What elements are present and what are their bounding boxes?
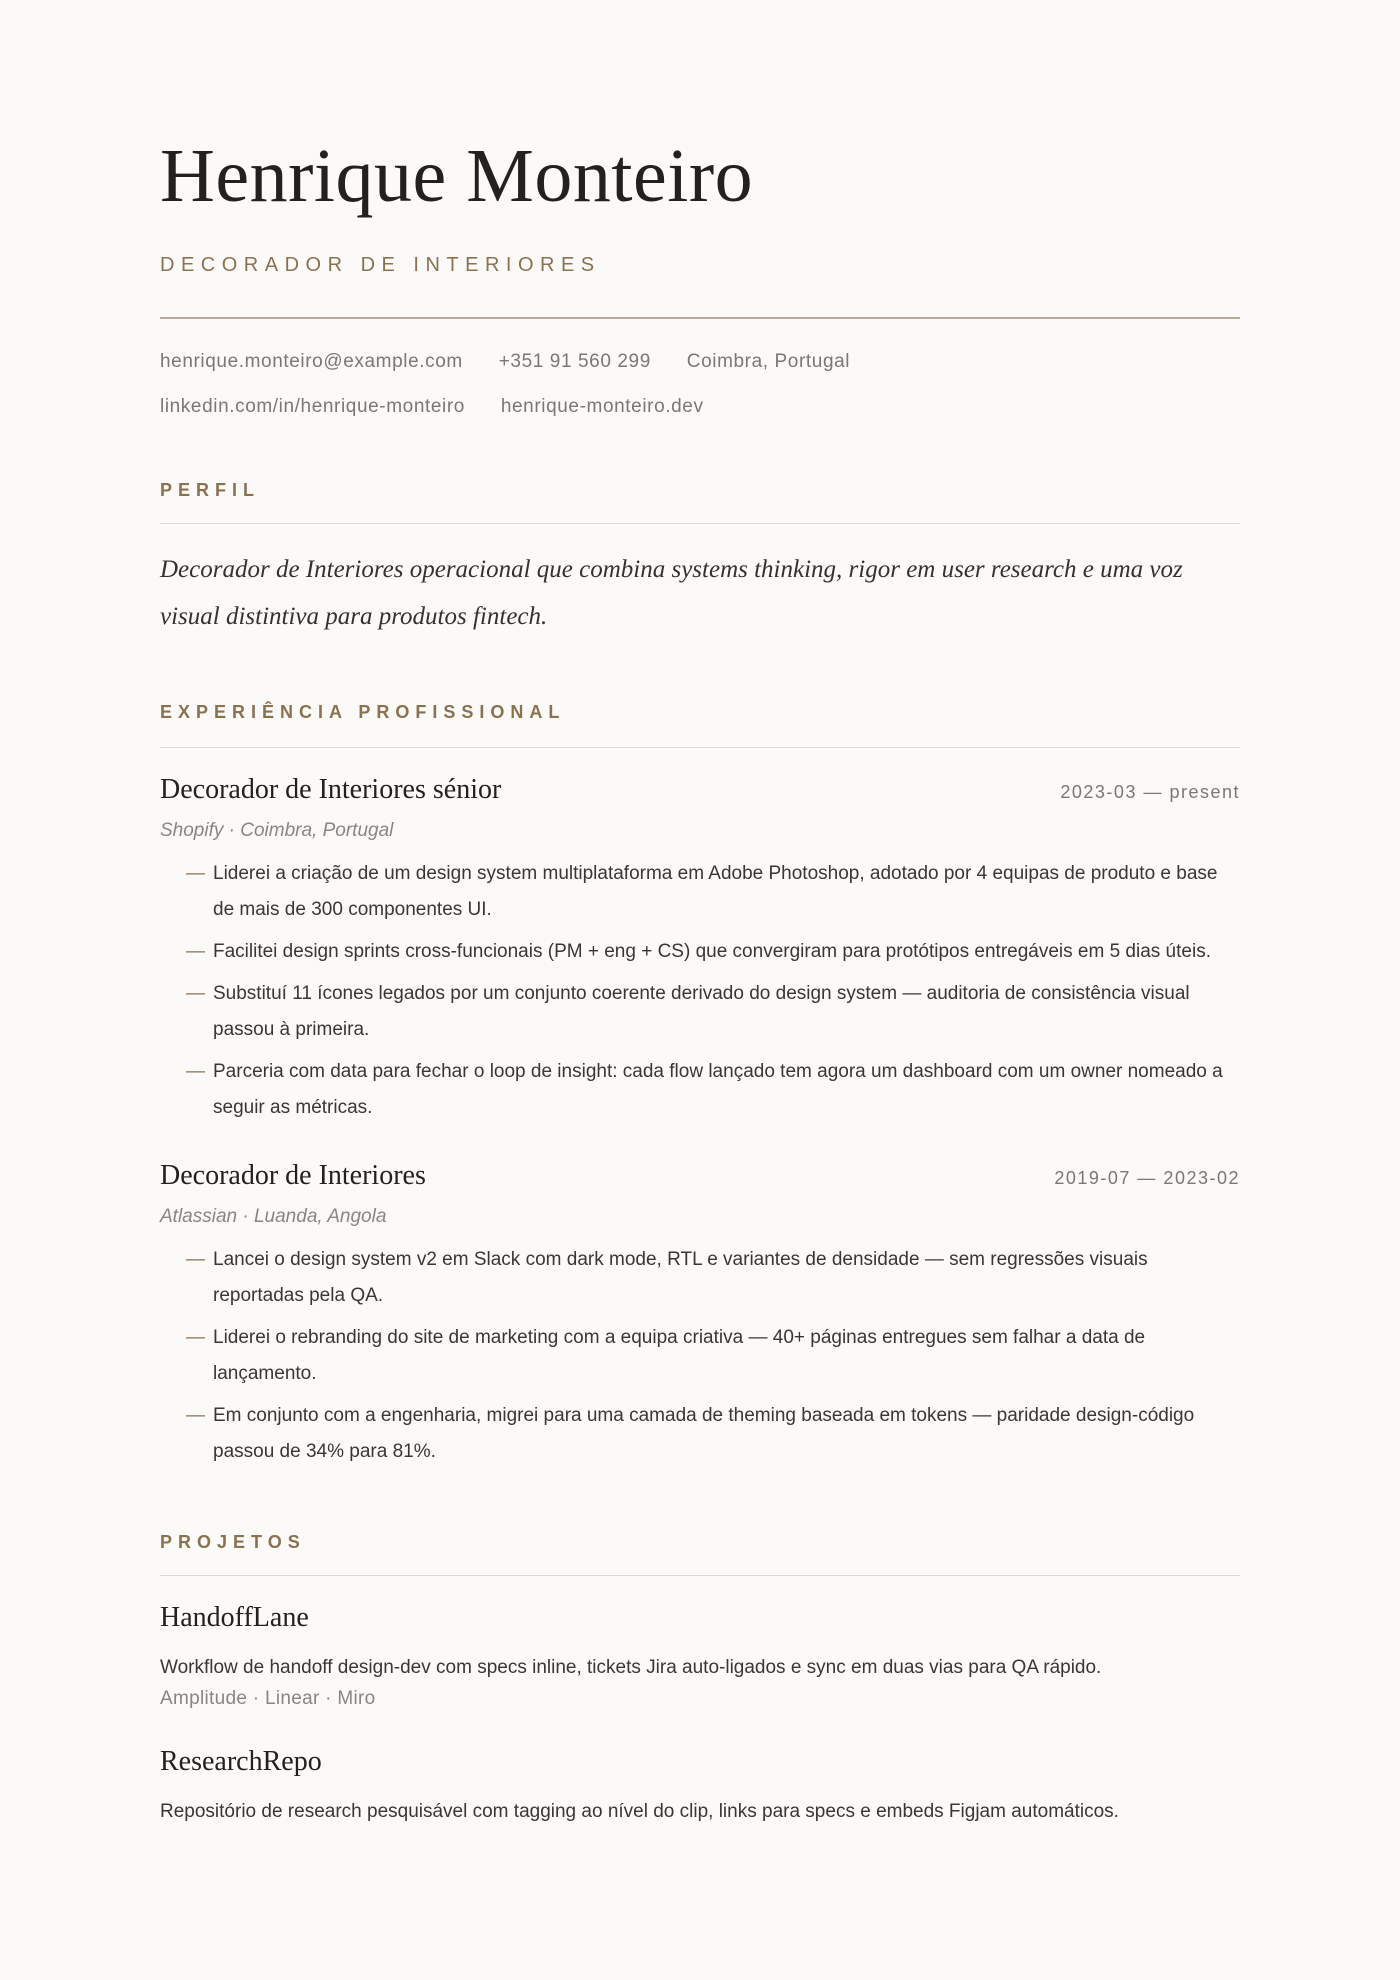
profile-summary: Decorador de Interiores operacional que combina systems thinking, rigor em user research e uma voz visual distintiva para produtos fintech. [160,556,1183,630]
contact-phone[interactable]: +351 91 560 299 [498,351,651,372]
job-title: Decorador de Interiores sénior [160,774,502,805]
project-description: Workflow de handoff design-dev com specs inline, tickets Jira auto-ligados e sync em duas vias para QA rápido. [160,1657,1102,1678]
bullet-dash: — [186,983,205,1004]
project-tags: Amplitude · Linear · Miro [160,1688,376,1709]
job-company: Atlassian · Luanda, Angola [160,1206,387,1227]
project-entry [160,1746,1240,1830]
job-header [160,1160,1240,1192]
contact-website[interactable]: henrique-monteiro.dev [500,396,704,417]
job-bullet: — Parceria com data para fechar o loop de insight: cada flow lançado tem agora um dashboard com um owner nomeado a seguir as métricas. [213,1054,1240,1126]
job-bullet: — Facilitei design sprints cross-funcionais (PM + eng + CS) que convergiram para protótipos entregáveis em 5 dias úteis. [213,934,1240,970]
project-entry [160,1602,1240,1710]
project-title: HandoffLane [160,1602,309,1633]
bullet-dash: — [186,1061,205,1082]
section-divider-experience [160,747,1240,748]
job-title: Decorador de Interiores [160,1160,426,1191]
project-description: Repositório de research pesquisável com tagging ao nível do clip, links para specs e embeds Figjam automáticos. [160,1801,1119,1822]
bullet-dash: — [186,1249,205,1270]
job-dates: 2019-07 — 2023-02 [1054,1168,1240,1188]
job-entry [160,1160,1240,1470]
contact-linkedin[interactable]: linkedin.com/in/henrique-monteiro [160,396,465,417]
candidate-name: Henrique Monteiro [160,134,754,218]
section-title-profile: PERFIL [160,480,261,500]
bullet-dash: — [186,941,205,962]
candidate-role: DECORADOR DE INTERIORES [160,254,601,276]
bullet-dash: — [186,863,205,884]
job-bullet: — Em conjunto com a engenharia, migrei para uma camada de theming baseada em tokens — paridade design-código passou de 34% para 81%. [213,1398,1240,1470]
contact-row-primary [160,351,1240,373]
section-divider-profile [160,523,1240,524]
bullet-dash: — [186,1327,205,1348]
job-bullet: — Liderei o rebranding do site de marketing com a equipa criativa — 40+ páginas entregues sem falhar a data de lançamento. [213,1320,1240,1392]
job-bullets [160,856,1240,1126]
contact-email[interactable]: henrique.monteiro@example.com [160,351,463,372]
contact-row-secondary [160,396,1240,418]
bullet-dash: — [186,1405,205,1426]
job-dates: 2023-03 — present [1060,782,1240,802]
job-bullet: — Liderei a criação de um design system multiplataforma em Adobe Photoshop, adotado por 4 equipas de produto e base de mais de 300 componentes UI. [213,856,1240,928]
section-title-projects: PROJETOS [160,1532,306,1552]
job-header [160,774,1240,806]
job-bullets [160,1242,1240,1470]
job-bullet: — Lancei o design system v2 em Slack com dark mode, RTL e variantes de densidade — sem regressões visuais reportadas pela QA. [213,1242,1240,1314]
job-company: Shopify · Coimbra, Portugal [160,820,394,841]
project-title: ResearchRepo [160,1746,322,1777]
job-bullet: — Substituí 11 ícones legados por um conjunto coerente derivado do design system — auditoria de consistência visual passou à primeira. [213,976,1240,1048]
contact-location: Coimbra, Portugal [686,351,851,372]
section-title-experience: EXPERIÊNCIA PROFISSIONAL [160,702,566,722]
section-divider-projects [160,1575,1240,1576]
header-divider [160,317,1240,319]
job-entry [160,774,1240,1126]
